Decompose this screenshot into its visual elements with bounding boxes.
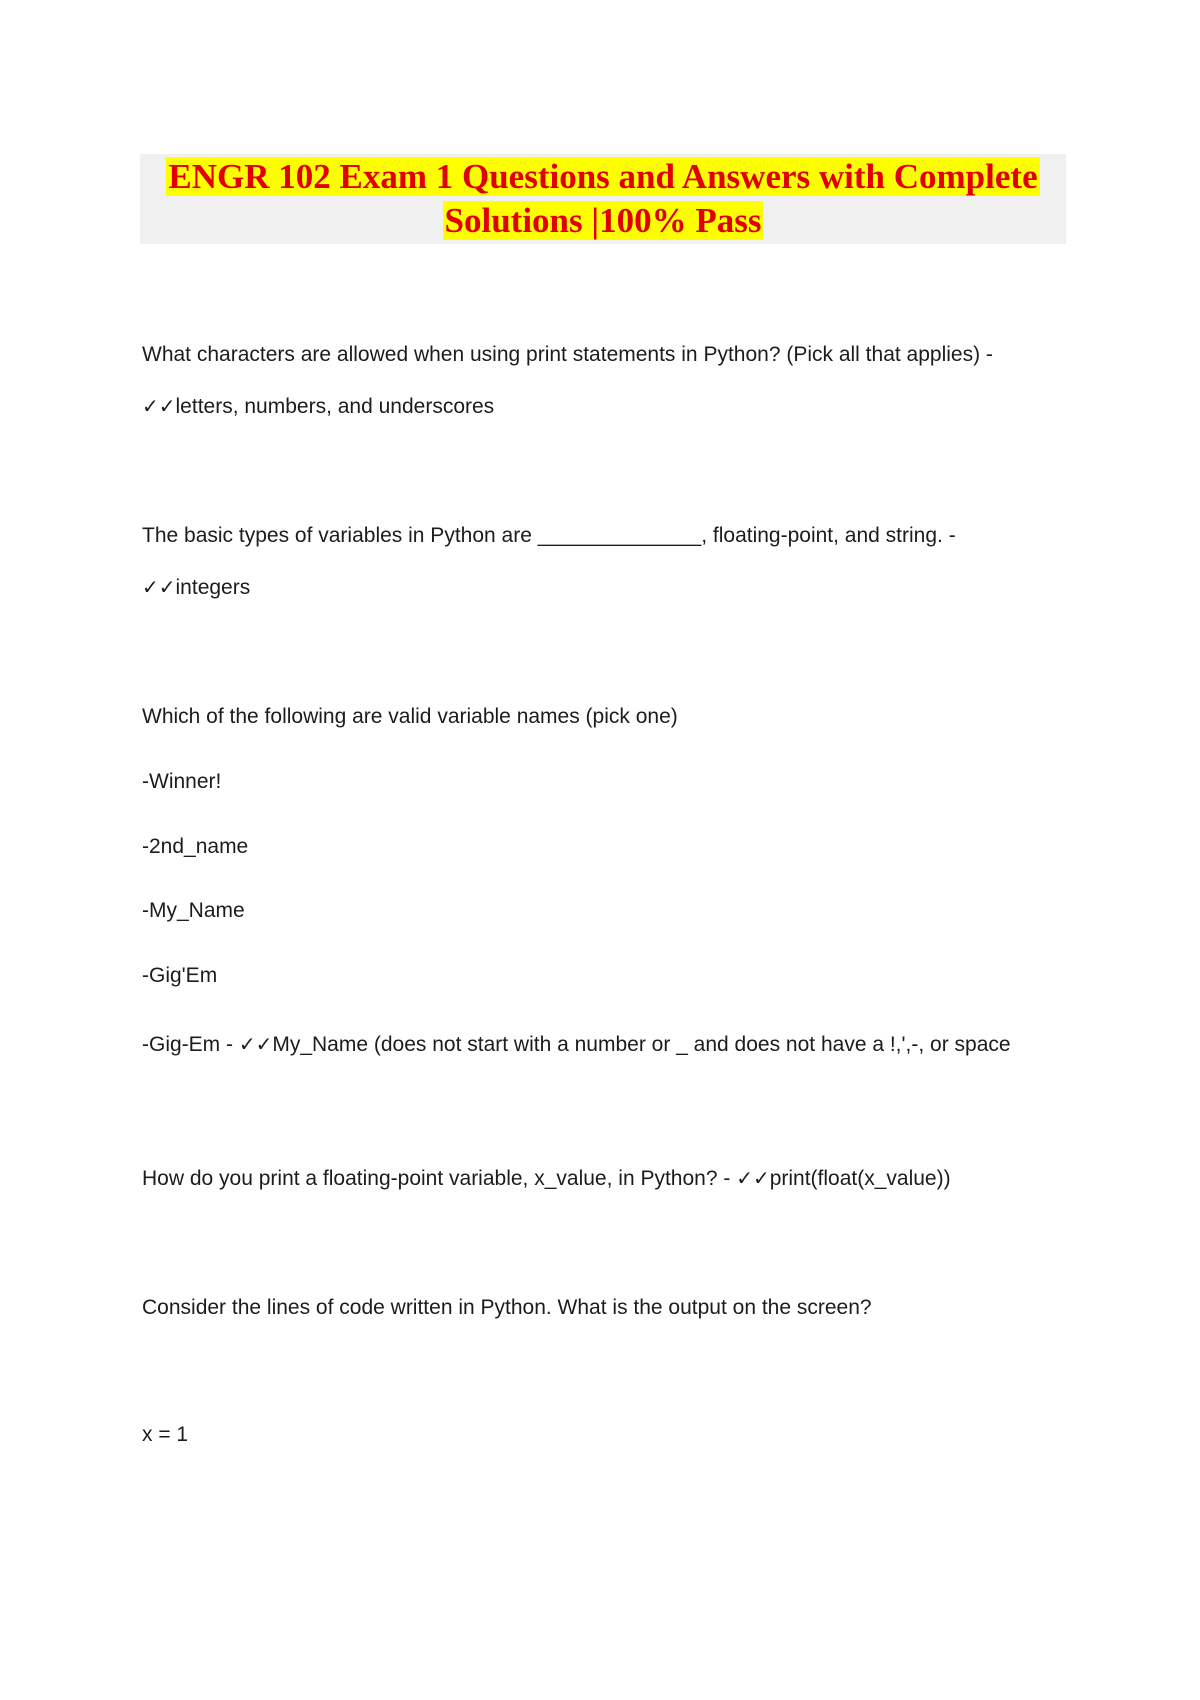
question-4 [142,1164,951,1193]
document-title-line-2: Solutions |100% Pass [444,201,762,240]
question-3-last-option: -Gig-Em - [142,1033,239,1056]
question-3-prompt: Which of the following are valid variable names (pick one) [142,705,678,728]
document-title-line-1: ENGR 102 Exam 1 Questions and Answers with Complete [168,157,1038,196]
answer-text: integers [175,576,251,599]
question-3-option: -Winner! [142,770,222,793]
question-3-option: -Gig'Em [142,964,218,987]
check-mark-icon: ✓✓ [142,394,176,418]
question-1-answer [142,392,494,421]
answer-text: letters, numbers, and underscores [175,395,495,418]
question-3-answer [142,1030,1011,1059]
answer-text: My_Name (does not start with a number or _ and does not have a !,',-, or space [272,1033,1011,1056]
check-mark-icon: ✓✓ [142,575,176,599]
check-mark-icon: ✓✓ [238,1032,273,1056]
check-mark-icon: ✓✓ [736,1166,770,1190]
question-4-prompt: How do you print a floating-point variable, x_value, in Python? - [142,1167,737,1190]
question-5-prompt: Consider the lines of code written in Python. What is the output on the screen? [142,1296,872,1319]
document-title-box [140,154,1066,244]
question-3-option: -My_Name [142,899,245,922]
question-3-option: -2nd_name [142,835,249,858]
answer-text: print(float(x_value)) [769,1167,951,1190]
question-1-prompt: What characters are allowed when using print statements in Python? (Pick all that applies) - [142,343,993,366]
question-2-prompt: The basic types of variables in Python are ______________, floating-point, and string. - [142,524,956,547]
question-2-answer [142,573,250,602]
question-5-code-line: x = 1 [142,1423,189,1446]
